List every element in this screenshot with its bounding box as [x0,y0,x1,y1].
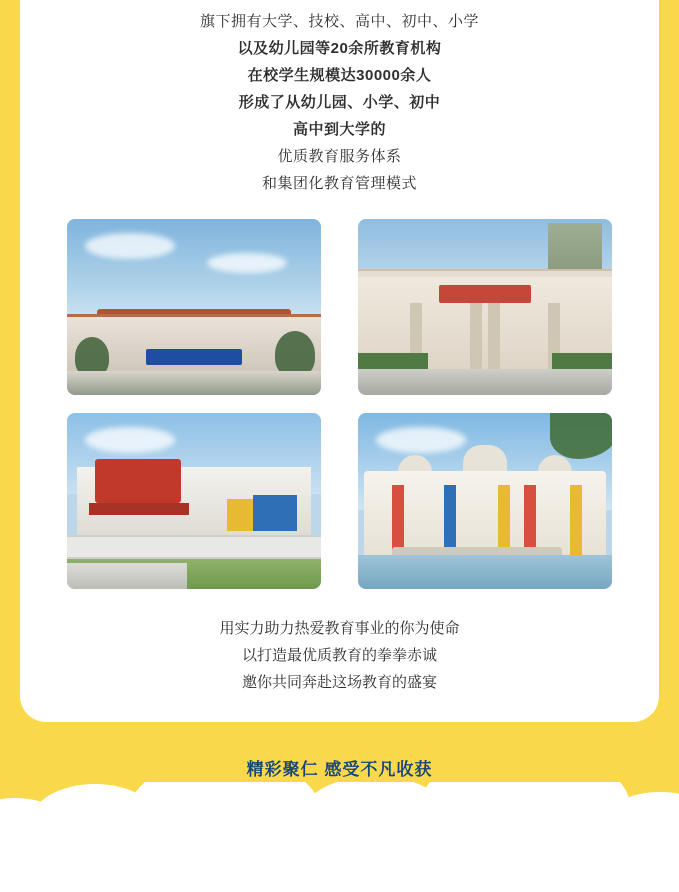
color-stripe [392,485,404,555]
fence-shape [67,535,321,559]
photo-school-gate-blue-sign [67,219,321,395]
red-school-characters [439,285,531,303]
cloud-shape [207,253,287,273]
cloud-shape [85,233,175,259]
red-facade-block [95,459,181,503]
cloud-shape [85,427,175,453]
yellow-facade-block [227,499,253,531]
dome-shape [463,445,507,473]
intro-line: 优质教育服务体系 [277,148,402,165]
steps-shape [67,563,187,589]
cloud-decoration [0,782,679,892]
water-shape [358,555,612,589]
content-card [20,0,659,722]
color-stripe [524,485,536,555]
column-shape [470,303,482,369]
photo-red-white-campus-building [67,413,321,589]
cloud-shape [376,427,466,453]
color-stripe [498,485,510,555]
school-name-sign [146,349,242,365]
ground-shape [67,371,321,395]
intro-text-block [20,0,659,197]
red-banner-shape [89,503,189,515]
photo-zhixing-middle-school-gate [358,219,612,395]
tree-branch-shape [550,413,612,459]
color-stripe [570,485,582,555]
blue-facade-block [253,495,297,531]
intro-line: 旗下拥有大学、技校、高中、初中、小学 [199,13,479,30]
outro-line: 用实力助力热爱教育事业的你为使命 [219,620,460,637]
photo-gallery [67,219,612,589]
outro-line: 以打造最优质教育的拳拳赤诚 [241,647,437,664]
color-stripe [444,485,456,555]
outro-text-block [20,615,659,696]
intro-line: 以及幼儿园等20余所教育机构 [237,40,442,57]
intro-line: 高中到大学的 [292,121,386,138]
intro-line: 在校学生规模达30000余人 [247,67,432,84]
intro-line: 形成了从幼儿园、小学、初中 [238,94,441,111]
intro-line: 和集团化教育管理模式 [261,175,417,192]
ground-shape [358,369,612,395]
slogan-text: 精彩聚仁 感受不凡收获 [246,760,433,779]
column-shape [488,303,500,369]
outro-line: 邀你共同奔赴这场教育的盛宴 [241,674,437,691]
photo-colorful-kindergarten [358,413,612,589]
cloud-base [0,836,679,892]
